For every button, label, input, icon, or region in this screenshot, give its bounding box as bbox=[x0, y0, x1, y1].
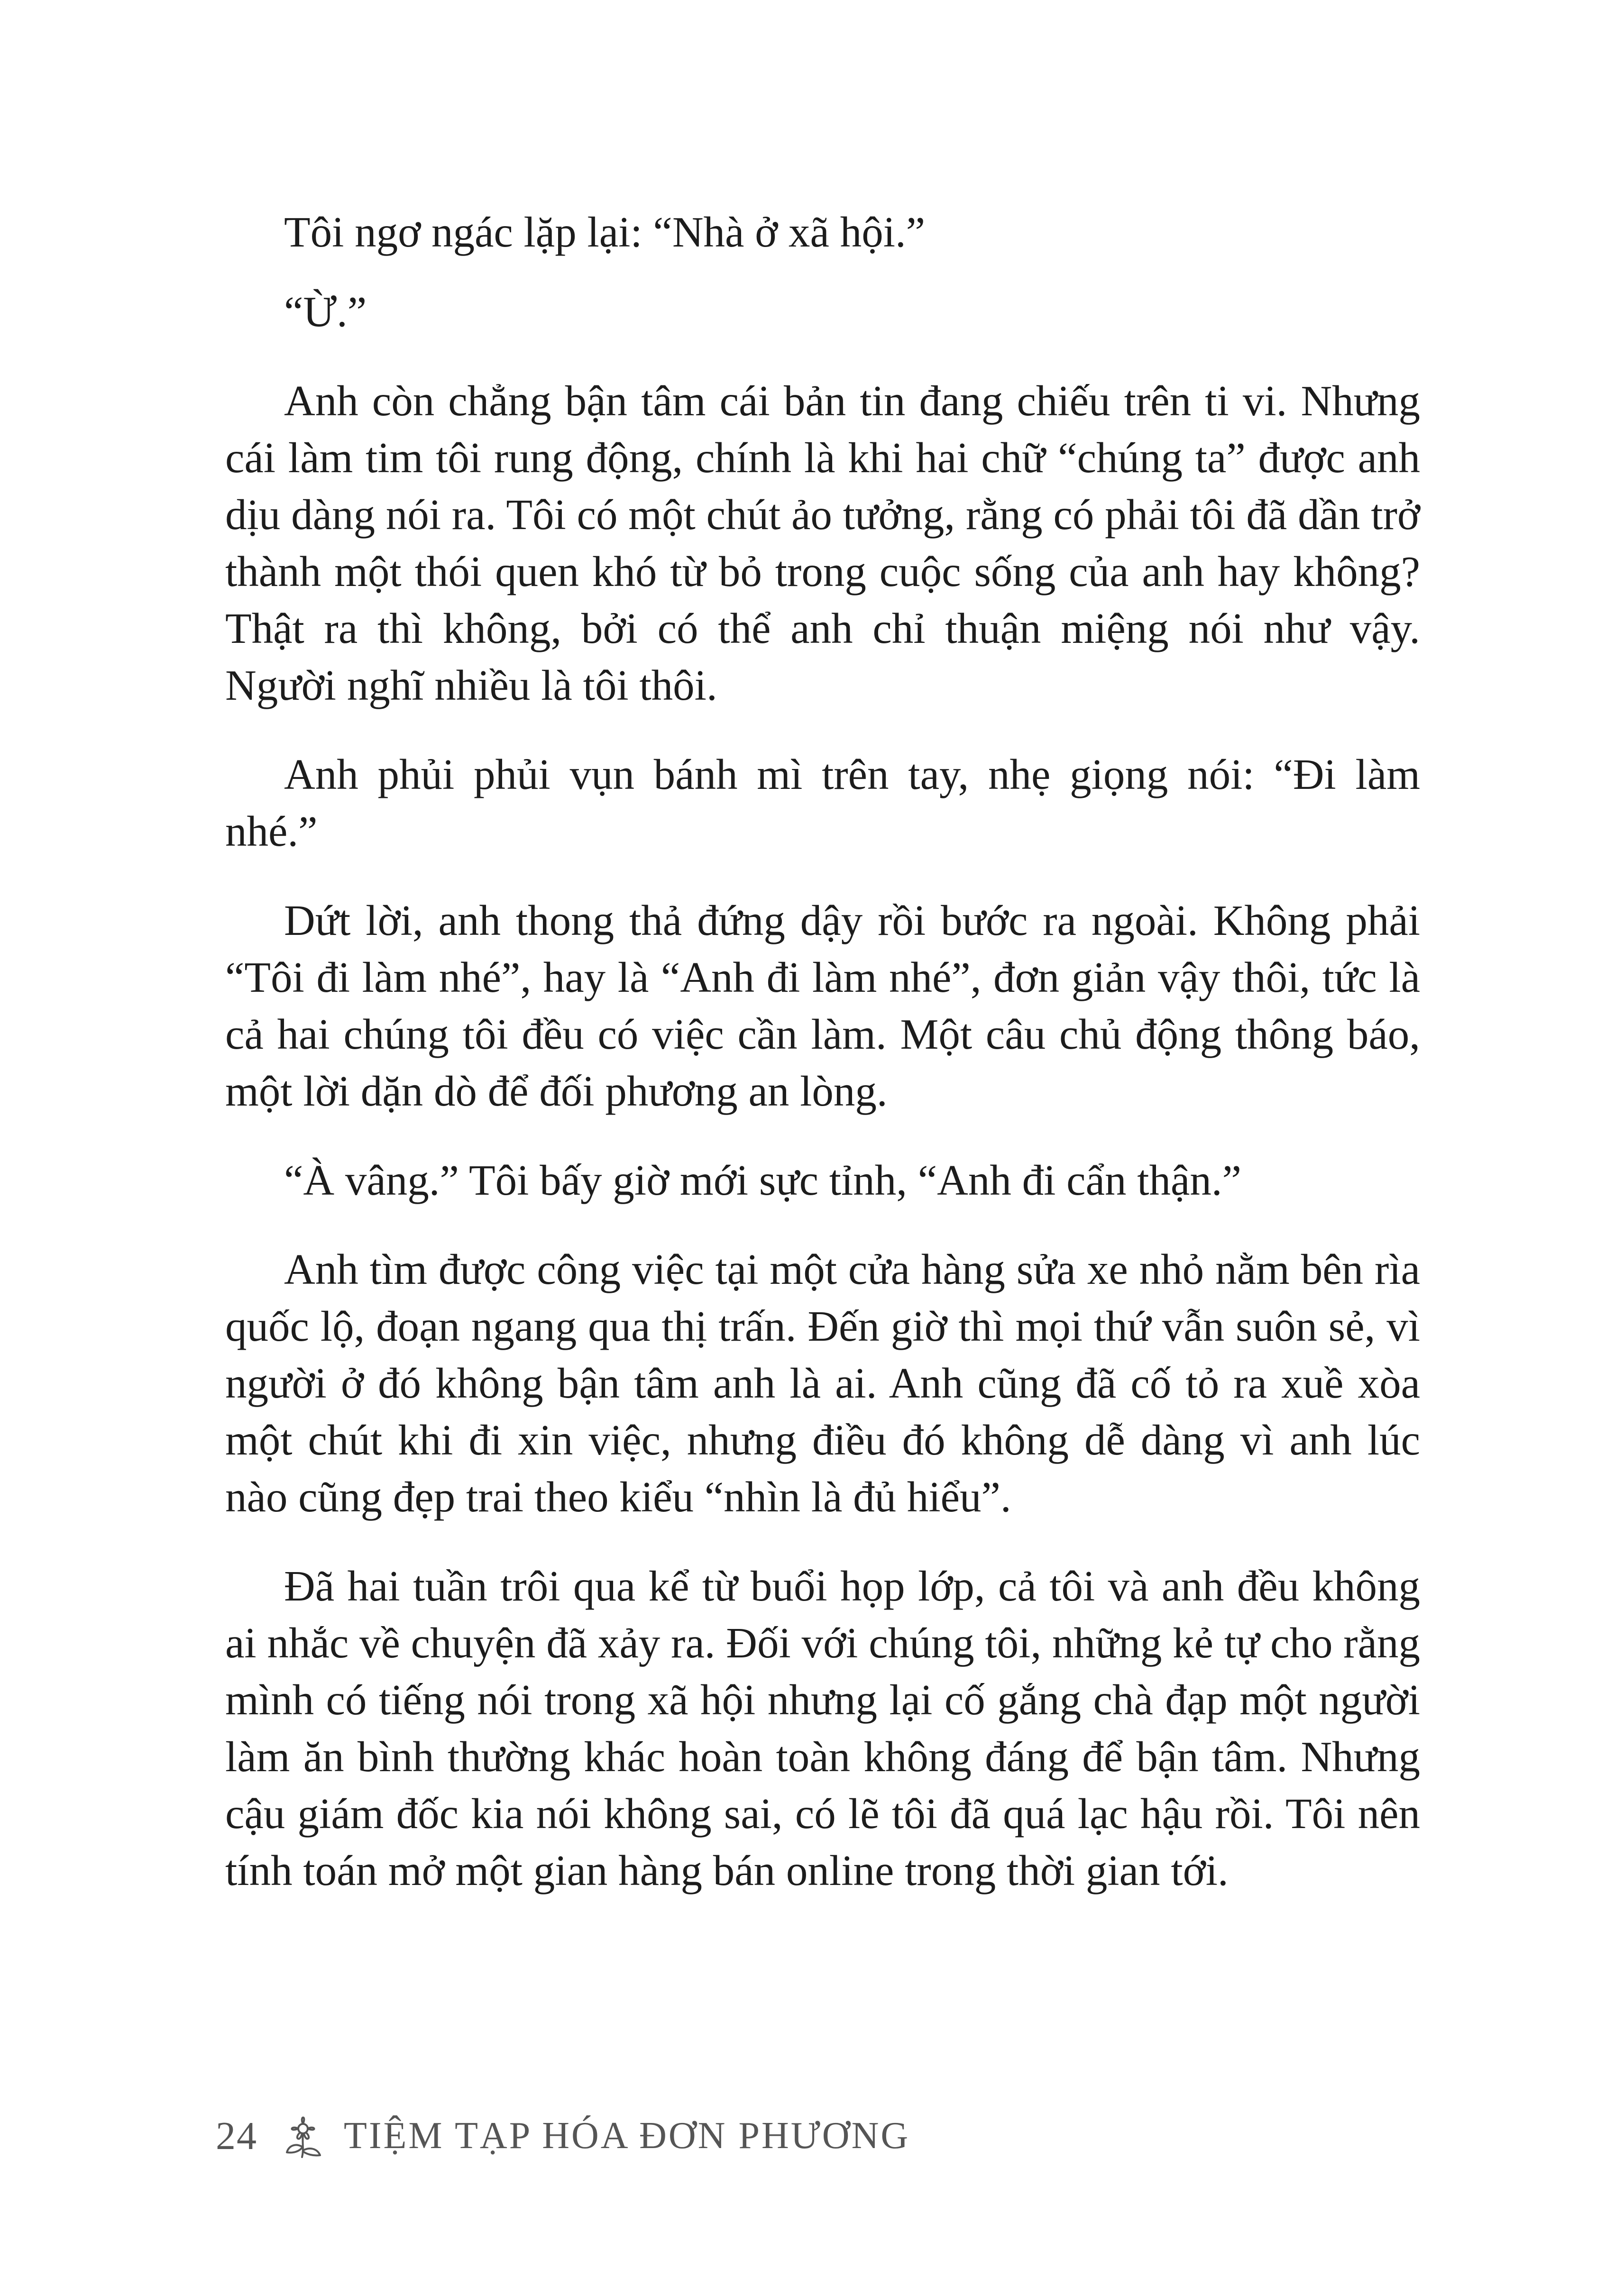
book-title: TIỆM TẠP HÓA ĐƠN PHƯƠNG bbox=[344, 2114, 910, 2157]
flower-ornament-icon bbox=[275, 2110, 331, 2162]
page-number: 24 bbox=[216, 2113, 257, 2158]
paragraph: Anh còn chẳng bận tâm cái bản tin đang chiếu trên ti vi. Nhưng cái làm tim tôi rung động, chính là khi hai chữ “chúng ta” được anh dịu dàng nói ra. Tôi có một chút ảo tưởng, rằng có phải tôi đã dần trở thành một thói quen khó từ bỏ trong cuộc sống của anh hay không? Thật ra thì không, bởi có thể anh chỉ thuận miệng nói như vậy. Người nghĩ nhiều là tôi thôi. bbox=[225, 377, 1420, 709]
page-footer bbox=[216, 2110, 910, 2162]
paragraph: “À vâng.” Tôi bấy giờ mới sực tỉnh, “Anh đi cẩn thận.” bbox=[284, 1156, 1242, 1204]
paragraph: Anh phủi phủi vụn bánh mì trên tay, nhẹ giọng nói: “Đi làm nhé.” bbox=[225, 750, 1420, 855]
paragraph: Đã hai tuần trôi qua kể từ buổi họp lớp, cả tôi và anh đều không ai nhắc về chuyện đã xảy ra. Đối với chúng tôi, những kẻ tự cho rằng mình có tiếng nói trong xã hội nhưng lại cố gắng chà đạp một người làm ăn bình thường khác hoàn toàn không đáng để bận tâm. Nhưng cậu giám đốc kia nói không sai, có lẽ tôi đã quá lạc hậu rồi. Tôi nên tính toán mở một gian hàng bán online trong thời gian tới. bbox=[225, 1562, 1420, 1894]
body-text bbox=[225, 204, 1420, 1931]
paragraph: Tôi ngơ ngác lặp lại: “Nhà ở xã hội.” bbox=[284, 208, 926, 256]
paragraph: Dứt lời, anh thong thả đứng dậy rồi bước ra ngoài. Không phải “Tôi đi làm nhé”, hay là “Anh đi làm nhé”, đơn giản vậy thôi, tức là cả hai chúng tôi đều có việc cần làm. Một câu chủ động thông báo, một lời dặn dò để đối phương an lòng. bbox=[225, 896, 1420, 1115]
paragraph: Anh tìm được công việc tại một cửa hàng sửa xe nhỏ nằm bên rìa quốc lộ, đoạn ngang qua thị trấn. Đến giờ thì mọi thứ vẫn suôn sẻ, vì người ở đó không bận tâm anh là ai. Anh cũng đã cố tỏ ra xuề xòa một chút khi đi xin việc, nhưng điều đó không dễ dàng vì anh lúc nào cũng đẹp trai theo kiểu “nhìn là đủ hiểu”. bbox=[225, 1245, 1420, 1521]
paragraph: “Ừ.” bbox=[284, 288, 367, 336]
